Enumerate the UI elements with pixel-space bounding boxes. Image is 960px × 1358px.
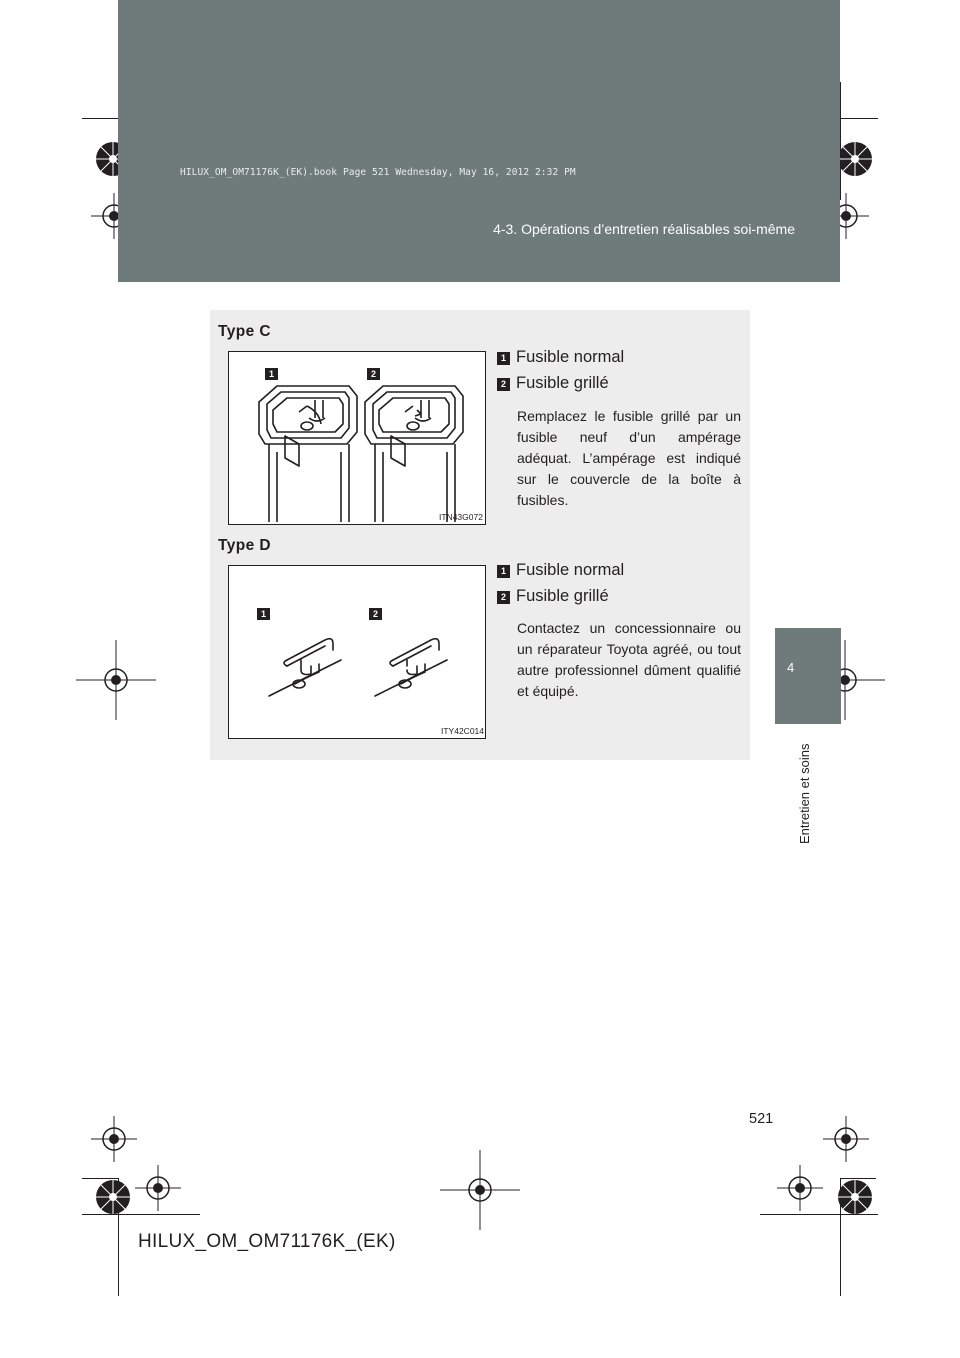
type-c-figure	[228, 351, 486, 525]
crosshair-icon	[777, 1165, 823, 1211]
type-d-description: Contactez un concessionnaire ou un réparateur Toyota agréé, ou tout autre professionnel dûment qualifié et équipé.	[517, 620, 741, 699]
type-c-legend-item-1	[497, 348, 624, 367]
book-code: HILUX_OM_OM71176K_(EK)	[138, 1231, 396, 1252]
legend-number: 1	[497, 352, 510, 365]
section-title: 4-3. Opérations d’entretien réalisables soi-même	[493, 221, 795, 237]
legend-number: 2	[497, 591, 510, 604]
type-c-heading: Type C	[218, 323, 271, 340]
crosshair-icon	[135, 1165, 181, 1211]
type-d-figure	[228, 565, 486, 739]
legend-label: Fusible normal	[516, 561, 625, 579]
fuse-illustration	[229, 566, 485, 738]
legend-label: Fusible grillé	[516, 374, 609, 392]
chapter-tab	[775, 628, 841, 724]
crosshair-icon	[440, 1150, 520, 1230]
legend-number: 2	[497, 378, 510, 391]
figure-label-1: 1	[257, 608, 270, 620]
book-meta-line: HILUX_OM_OM71176K_(EK).book Page 521 Wednesday, May 16, 2012 2:32 PM	[180, 167, 576, 178]
header-band	[118, 0, 840, 282]
type-d-legend-item-1	[497, 561, 624, 580]
type-c-legend-item-2	[497, 374, 609, 393]
figure-code: ITY42C014	[441, 726, 484, 736]
registration-mark-icon	[88, 1172, 138, 1222]
chapter-number: 4	[787, 660, 795, 675]
type-d-heading: Type D	[218, 537, 271, 554]
crosshair-icon	[91, 1116, 137, 1162]
crosshair-icon	[823, 1116, 869, 1162]
chapter-label: Entretien et soins	[797, 743, 812, 844]
legend-number: 1	[497, 565, 510, 578]
page-number: 521	[749, 1111, 774, 1127]
legend-label: Fusible normal	[516, 348, 625, 366]
type-c-description: Remplacez le fusible grillé par un fusible neuf d’un ampérage adéquat. L’ampérage est indiqué sur le couvercle de la boîte à fusibles.	[517, 408, 741, 508]
legend-label: Fusible grillé	[516, 587, 609, 605]
figure-label-2: 2	[367, 368, 380, 380]
crosshair-icon	[76, 640, 156, 720]
type-d-legend-item-2	[497, 587, 609, 606]
figure-label-2: 2	[369, 608, 382, 620]
figure-label-1: 1	[265, 368, 278, 380]
figure-code: ITN43G072	[439, 512, 483, 522]
registration-mark-icon	[830, 1172, 880, 1222]
